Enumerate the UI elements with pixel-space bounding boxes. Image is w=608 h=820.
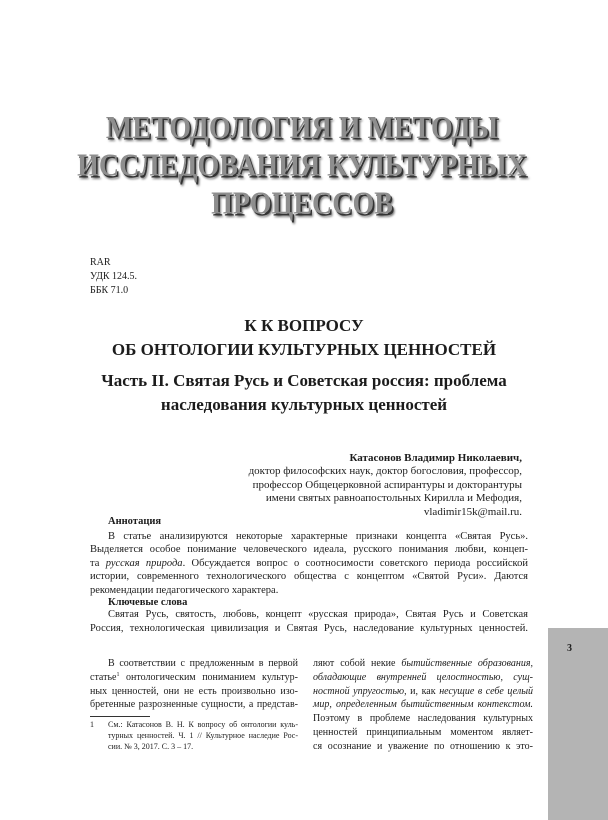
abstract-line: рекомендации педагогического характера. [90,584,279,596]
body-right-line: Поэтому в проблеме наследования культурных [313,713,533,725]
body-right-line: мир, определенным бытийственным контекстом. [313,699,533,711]
author-position: профессор Общецерковной аспирантуры и докторантуры [252,478,522,491]
body-right-line: ценностей принципиальным моментом являет- [313,727,533,738]
abstract-line [90,557,528,570]
keywords-line: Россия, технологическая цивилизация и Святая Русь, наследование культурных ценностей. [90,622,528,634]
abstract-line: Выделяется особое понимание человеческого идеала, русского понимания любви, концеп- [90,544,528,555]
bbk-code: ББК 71.0 [90,285,129,296]
author-email: vladimir15k@mail.ru. [423,505,522,518]
footnote-reference: 1 [116,671,120,678]
abstract-text: та [90,557,106,569]
body-text: и, как [406,685,440,697]
section-title-line: ИССЛЕДОВАНИЯ КУЛЬТУРНЫХ [77,148,527,184]
body-right-line [313,657,533,670]
udk-code: УДК 124.5. [90,271,138,282]
body-left-line: В соответствии с предложенным в первой [108,658,298,669]
article-title-line: К К ВОПРОСУ [244,316,364,335]
section-title-line: ПРОЦЕССОВ [211,186,393,222]
page-tab [548,628,608,820]
rar-code: RAR [90,257,111,268]
page-number: 3 [567,643,572,654]
article-subtitle-line: наследования культурных ценностей [160,395,448,414]
footnote-line: См.: Катасонов В. Н. К вопросу об онтологии куль- [108,720,298,729]
footnote-line: сии. № 3, 2017. С. 3 – 17. [108,742,194,751]
author-institution: имени святых равноапостольных Кирилла и Мефодия, [265,492,522,505]
author-degrees: доктор философских наук, доктор богословия, профессор, [248,465,522,478]
keywords-heading: Ключевые слова [108,597,188,608]
body-text: статье [90,671,117,683]
author-name: Катасонов Владимир Николаевич, [349,452,522,464]
footnote-separator [90,716,150,717]
body-left-line [90,671,298,684]
abstract-heading: Аннотация [108,516,162,527]
article-title-line: ОБ ОНТОЛОГИИ КУЛЬТУРНЫХ ЦЕННОСТЕЙ [111,340,497,359]
article-subtitle-line: Часть II. Святая Русь и Советская россия: проблема [101,371,507,390]
body-text: онтологическим пониманием культур- [119,671,298,683]
footnote-line: турных ценностей. Ч. 1 // Культурное наследие Рос- [108,731,298,740]
body-right-line: обладающие внутренней целостностью, сущ- [313,671,533,683]
abstract-text: . Обсуждается вопрос о соотносимости советского периода российской [182,557,528,569]
section-title-line: МЕТОДОЛОГИЯ И МЕТОДЫ [105,110,499,146]
abstract-line: истории, современного технологического общества с концептом «Святой Руси». Даются [90,571,528,582]
body-right-line: ся осознание и уважение по отношению к это- [313,740,533,752]
body-right-line [313,685,533,698]
footnote-number: 1 [90,720,94,729]
body-emphasis: бытийственные образования, [401,658,533,669]
section-title [0,109,604,223]
body-text: ляют собой некие [313,658,402,669]
keywords-line: Святая Русь, святость, любовь, концепт «русская природа», Святая Русь и Советская [108,609,528,620]
abstract-emphasis: русская природа [105,557,183,569]
body-emphasis: несущие в себе целый [439,685,533,697]
body-left-line: ных ценностей, они не есть произвольно изо- [90,685,298,697]
body-left-line: бретенные разрозненные сущности, а представ- [90,699,298,711]
body-emphasis: ностной упругостью, [313,685,407,697]
abstract-line: В статье анализируются некоторые характерные признаки концепта «Святая Русь». [108,530,528,542]
